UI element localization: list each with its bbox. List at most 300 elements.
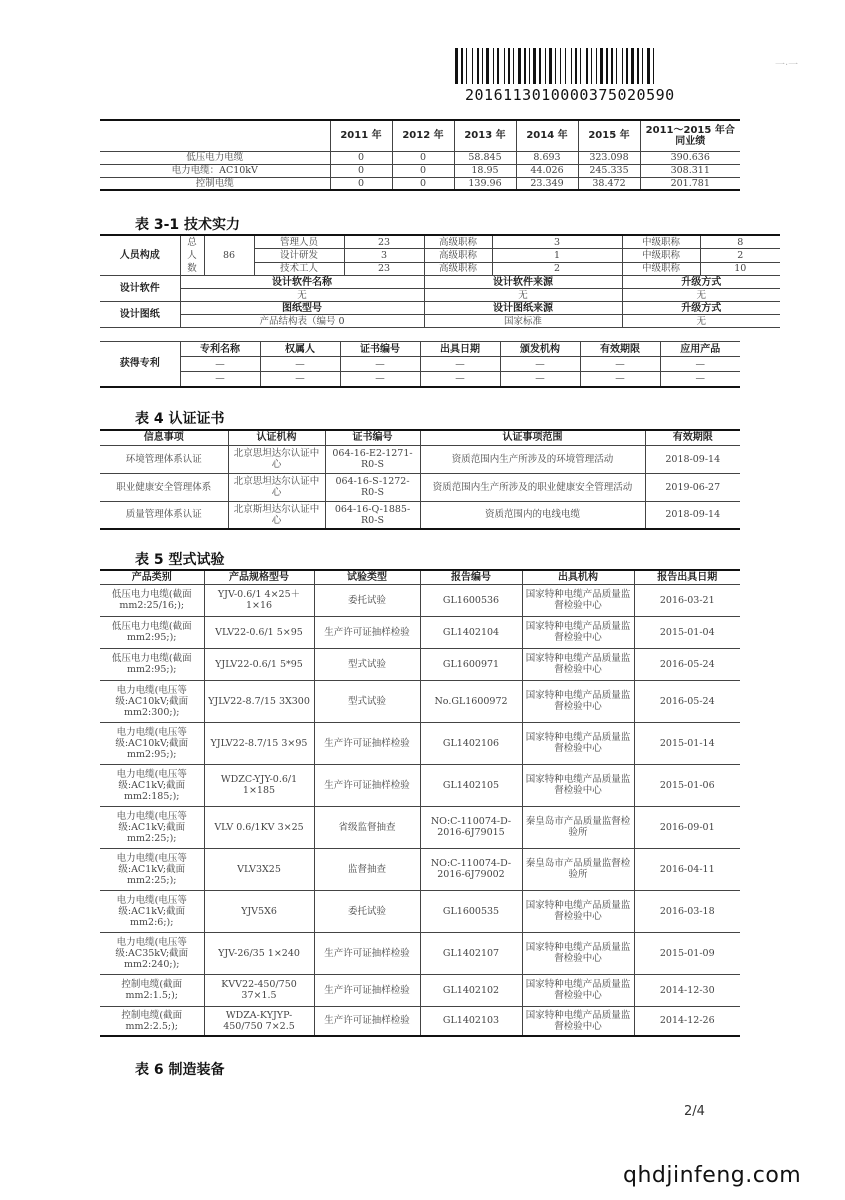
table-row [100,1006,740,1036]
table-row [100,357,740,372]
table-cell: 控制电缆 [100,177,330,190]
table-cell: — [420,357,500,372]
performance-header: 2011 年 [330,120,392,151]
table-row [100,584,740,616]
table-cell: — [260,357,340,372]
barcode-bar [497,48,499,84]
table-cell: 电力电缆(电压等级:AC1kV;截面mm2:25;); [100,806,204,848]
barcode-bar [553,48,554,84]
table-cell: GL1600536 [420,584,522,616]
software-label: 设计软件 [100,276,180,302]
table-cell: — [260,372,340,387]
table-cell: 38.472 [578,177,640,190]
table-cell: 中级职称 [622,249,700,263]
barcode-bar [640,48,641,84]
table-cell: 2015-01-14 [634,722,740,764]
table-cell: YJV-26/35 1×240 [204,932,314,974]
performance-table [100,119,740,191]
barcode-bar [511,48,512,84]
table-cell: GL1402103 [420,1006,522,1036]
table-cell: NO:C-110074-D-2016-6J79002 [420,848,522,890]
table-cell: 2016-03-21 [634,584,740,616]
type-test-body [100,584,740,1036]
table-row [100,445,740,473]
table-row [100,680,740,722]
table-cell: 064-16-Q-1885-R0-S [325,501,420,529]
table-cell: No.GL1600972 [420,680,522,722]
table-cell: 电力电缆(电压等级:AC1kV;截面mm2:6;); [100,890,204,932]
table-cell: 高级职称 [424,235,492,249]
table-cell: 电力电缆(电压等级:AC35kV;截面mm2:240;); [100,932,204,974]
barcode-bar [527,48,528,84]
barcode-number: 2016113010000375020590 [465,86,675,104]
barcode-bar [618,48,621,84]
barcode-bar [606,48,608,84]
barcode-bar [637,48,639,84]
table-cell: 北京斯坦达尔认证中心 [228,501,325,529]
barcode-bar [562,48,564,84]
table-cell: WDZC-YJY-0.6/1 1×185 [204,764,314,806]
table-cell: — [500,372,580,387]
barcode-bar [555,48,556,84]
table-cell: 生产许可证抽样检验 [314,932,420,974]
table-cell: 委托试验 [314,890,420,932]
table-cell: VLV3X25 [204,848,314,890]
table-cell: — [580,372,660,387]
table-row [100,932,740,974]
table-4-title: 表 4 认证证书 [135,411,225,427]
table-cell: 064-16-S-1272-R0-S [325,473,420,501]
patent-header: 出具日期 [420,342,500,357]
table-row [100,722,740,764]
table-cell: 无 [622,289,780,302]
table-cell: 委托试验 [314,584,420,616]
table-cell: 10 [700,262,780,276]
performance-header: 2013 年 [454,120,516,151]
table-cell: 23 [344,262,424,276]
table-cell: 生产许可证抽样检验 [314,764,420,806]
barcode-bar [631,48,634,84]
barcode-bar [651,48,652,84]
table-cell: 高级职称 [424,249,492,263]
test-header: 出具机构 [522,570,634,584]
table-cell: — [500,357,580,372]
test-header: 产品规格型号 [204,570,314,584]
table-cell: 型式试验 [314,648,420,680]
table-cell: 中级职称 [622,262,700,276]
table-cell: 低压电力电缆(截面mm2:25/16;); [100,584,204,616]
table-cell: YJV5X6 [204,890,314,932]
barcode-bar [571,48,572,84]
corner-note: 一·一 [775,60,799,71]
table-cell: 资质范围内的电线电缆 [420,501,645,529]
table-cell: — [660,357,740,372]
table-cell: 国家特种电缆产品质量监督检验中心 [522,680,634,722]
table-cell: 国家特种电缆产品质量监督检验中心 [522,932,634,974]
barcode-bar [504,48,505,84]
table-row [100,430,740,445]
table-cell: 3 [492,235,622,249]
barcode-bar [506,48,507,84]
table-cell: 无 [180,289,424,302]
cert-header: 认证机构 [228,430,325,445]
test-header: 产品类别 [100,570,204,584]
barcode-bar [655,48,657,84]
barcode-image [455,48,700,84]
barcode-bar [533,48,536,84]
total-label-char: 总 [187,237,197,248]
barcode-bar [598,48,599,84]
table-cell: GL1402107 [420,932,522,974]
technical-strength-table [100,234,780,328]
patent-header: 颁发机构 [500,342,580,357]
barcode-bar [622,48,623,84]
barcode-bar [524,48,526,84]
table-row [100,289,780,302]
table-cell: WDZA-KYJYP-450/750 7×2.5 [204,1006,314,1036]
barcode-bar [567,48,570,84]
cert-header: 有效期限 [645,430,740,445]
barcode-bar [464,48,465,84]
table-cell: 2015-01-06 [634,764,740,806]
barcode-bar [482,48,483,84]
test-header: 报告出具日期 [634,570,740,584]
table-cell: 58.845 [454,151,516,164]
table-row [100,342,740,357]
barcode-bar [557,48,559,84]
table-cell: 管理人员 [254,235,344,249]
drawing-header: 图纸型号 [180,302,424,315]
table-cell: 23 [344,235,424,249]
table-row [100,848,740,890]
barcode-bar [529,48,530,84]
barcode-bar [547,48,548,84]
table-cell: VLV 0.6/1KV 3×25 [204,806,314,848]
table-cell: — [180,372,260,387]
patent-header: 专利名称 [180,342,260,357]
barcode-bar [575,48,577,84]
performance-header: 2014 年 [516,120,578,151]
table-cell: GL1402106 [420,722,522,764]
table-cell: GL1600535 [420,890,522,932]
table-cell: 2 [492,262,622,276]
table-cell: 0 [392,164,454,177]
table-cell: 2014-12-30 [634,974,740,1006]
table-cell: 职业健康安全管理体系 [100,473,228,501]
table-cell: 型式试验 [314,680,420,722]
table-row [100,648,740,680]
barcode-bar [459,48,460,84]
total-staff-value: 86 [204,235,254,276]
table-cell: YJV-0.6/1 4×25＋1×16 [204,584,314,616]
performance-header-row [100,120,740,151]
table-cell: 设计研发 [254,249,344,263]
table-cell: 产品结构表（编号 0 [180,315,424,328]
table-cell: GL1600971 [420,648,522,680]
patent-header: 有效期限 [580,342,660,357]
table-cell: — [340,372,420,387]
page-number: 2/4 [684,1104,705,1119]
barcode-bar [461,48,463,84]
table-cell: YJLV22-8.7/15 3×95 [204,722,314,764]
barcode-bar [589,48,590,84]
table-cell: 2016-09-01 [634,806,740,848]
barcode-bar [580,48,581,84]
table-cell: 2016-04-11 [634,848,740,890]
barcode-bar [500,48,503,84]
table-cell: 国家特种电缆产品质量监督检验中心 [522,722,634,764]
table-cell: 2018-09-14 [645,445,740,473]
table-cell: GL1402102 [420,974,522,1006]
test-header: 报告编号 [420,570,522,584]
performance-header: 2015 年 [578,120,640,151]
table-row [100,616,740,648]
table-cell: 环境管理体系认证 [100,445,228,473]
total-label-char: 人 [187,250,197,261]
table-row [100,235,780,249]
total-label-char: 数 [187,263,197,274]
table-cell: 无 [424,289,622,302]
certification-table [100,429,740,530]
table-cell: 低压电力电缆(截面mm2:95;); [100,648,204,680]
table-cell: 8.693 [516,151,578,164]
table-cell: 国家特种电缆产品质量监督检验中心 [522,974,634,1006]
table-cell: 2019-06-27 [645,473,740,501]
table-cell: — [580,357,660,372]
drawing-header: 升级方式 [622,302,780,315]
table-cell: 国家特种电缆产品质量监督检验中心 [522,890,634,932]
table-cell: 2014-12-26 [634,1006,740,1036]
table-cell: 高级职称 [424,262,492,276]
table-cell: 44.026 [516,164,578,177]
table-cell: 245.335 [578,164,640,177]
table-6-title: 表 6 制造装备 [135,1062,225,1078]
table-cell: 064-16-E2-1271-R0-S [325,445,420,473]
barcode-bar [647,48,650,84]
table-cell: — [660,372,740,387]
table-cell: 秦皇岛市产品质量监督检验所 [522,806,634,848]
barcode-bar [609,48,610,84]
staff-label: 人员构成 [100,235,180,276]
table-cell: GL1402105 [420,764,522,806]
test-header: 试验类型 [314,570,420,584]
table-cell: 电力电缆(电压等级:AC10kV;截面mm2:300;); [100,680,204,722]
table-cell: 资质范围内生产所涉及的职业健康安全管理活动 [420,473,645,501]
table-row [100,473,740,501]
table-row [100,372,740,387]
table-row [100,890,740,932]
table-cell: 0 [330,151,392,164]
table-cell: NO:C-110074-D-2016-6J79015 [420,806,522,848]
table-cell: 2016-03-18 [634,890,740,932]
type-test-table [100,569,740,1037]
table-cell: 2015-01-09 [634,932,740,974]
table-cell: 国家特种电缆产品质量监督检验中心 [522,764,634,806]
table-cell: 生产许可证抽样检验 [314,616,420,648]
table-cell: 生产许可证抽样检验 [314,974,420,1006]
drawing-label: 设计图纸 [100,302,180,328]
table-cell: 323.098 [578,151,640,164]
table-cell: 23.349 [516,177,578,190]
barcode-bar [642,48,643,84]
table-cell: 电力电缆(电压等级:AC1kV;截面mm2:185;); [100,764,204,806]
performance-header [100,120,330,151]
barcode-bar [474,48,476,84]
table-3-1-title: 表 3-1 技术实力 [135,217,241,233]
barcode-bar [515,48,517,84]
table-cell: 8 [700,235,780,249]
barcode-bar [611,48,613,84]
barcode-bar [578,48,579,84]
barcode-bar [522,48,523,84]
table-cell: 国家特种电缆产品质量监督检验中心 [522,1006,634,1036]
table-cell: VLV22-0.6/1 5×95 [204,616,314,648]
table-cell: 电力电缆：AC10kV [100,164,330,177]
table-cell: 国家特种电缆产品质量监督检验中心 [522,648,634,680]
barcode-bar [614,48,615,84]
table-cell: 电力电缆(电压等级:AC1kV;截面mm2:25;); [100,848,204,890]
barcode-bar [468,48,471,84]
table-cell: — [180,357,260,372]
software-header: 升级方式 [622,276,780,289]
table-cell: 控制电缆(截面mm2:2.5;); [100,1006,204,1036]
table-cell: 0 [392,151,454,164]
table-cell: 2016-05-24 [634,648,740,680]
barcode-bar [477,48,479,84]
table-cell: YJLV22-0.6/1 5*95 [204,648,314,680]
barcode-bar [495,48,496,84]
table-cell: 1 [492,249,622,263]
table-cell: 低压电力电缆 [100,151,330,164]
table-cell: KVV22-450/750 37×1.5 [204,974,314,1006]
table-row [100,315,780,328]
table-cell: 生产许可证抽样检验 [314,1006,420,1036]
drawing-header: 设计图纸来源 [424,302,622,315]
patent-header: 权属人 [260,342,340,357]
table-cell: 技术工人 [254,262,344,276]
total-staff-label [180,235,204,276]
table-cell: 2018-09-14 [645,501,740,529]
cert-header: 认证事项范围 [420,430,645,445]
table-cell: 国家标准 [424,315,622,328]
barcode-bar [484,48,485,84]
table-cell: 201.781 [640,177,740,190]
table-cell: 电力电缆(电压等级:AC10kV;截面mm2:95;); [100,722,204,764]
performance-header: 2012 年 [392,120,454,151]
table-cell: 2 [700,249,780,263]
table-row [100,570,740,584]
table-cell: 中级职称 [622,235,700,249]
table-row [100,806,740,848]
table-cell: 308.311 [640,164,740,177]
performance-header: 2011～2015 年合同业绩 [640,120,740,151]
barcode-bar [600,48,603,84]
barcode-bar [629,48,630,84]
software-header: 设计软件名称 [180,276,424,289]
barcode-bar [586,48,588,84]
software-header: 设计软件来源 [424,276,622,289]
table-cell: 139.96 [454,177,516,190]
barcode-bar [644,48,646,84]
table-cell: 控制电缆(截面mm2:1.5;); [100,974,204,1006]
patent-label: 获得专利 [100,342,180,387]
table-cell: — [340,357,420,372]
barcode-bar [653,48,654,84]
barcode-bar [490,48,492,84]
table-cell: 省级监督抽查 [314,806,420,848]
barcode-bar [542,48,544,84]
table-5-title: 表 5 型式试验 [135,552,225,568]
table-row [100,974,740,1006]
barcode-bar [537,48,538,84]
table-cell: GL1402104 [420,616,522,648]
table-cell: 生产许可证抽样检验 [314,722,420,764]
barcode-bar [604,48,605,84]
table-cell: 2016-05-24 [634,680,740,722]
barcode-bar [486,48,489,84]
barcode-bar [455,48,458,84]
table-cell: 质量管理体系认证 [100,501,228,529]
table-row [100,276,780,289]
table-row [100,764,740,806]
table-cell: 0 [330,164,392,177]
table-cell: 390.636 [640,151,740,164]
barcode-bar [591,48,592,84]
barcode-bar [582,48,585,84]
barcode-bar [480,48,481,84]
barcode-bar [513,48,514,84]
table-cell: 北京思坦达尔认证中心 [228,445,325,473]
watermark-text: qhdjinfeng.com [623,1163,802,1188]
barcode-bar [466,48,467,84]
cert-header: 证书编号 [325,430,420,445]
patent-table [100,341,740,388]
barcode-bar [560,48,561,84]
table-cell: 秦皇岛市产品质量监督检验所 [522,848,634,890]
table-cell: 18.95 [454,164,516,177]
table-cell: 2015-01-04 [634,616,740,648]
barcode-bar [596,48,597,84]
table-cell: — [420,372,500,387]
barcode-bar [508,48,510,84]
barcode-bar [616,48,617,84]
barcode-bar [545,48,546,84]
barcode-bar [593,48,595,84]
table-cell: 监督抽查 [314,848,420,890]
patent-header: 证书编号 [340,342,420,357]
barcode-bar [573,48,574,84]
barcode-bar [531,48,532,84]
table-cell: 资质范围内生产所涉及的环境管理活动 [420,445,645,473]
barcode-bar [518,48,521,84]
table-row [100,177,740,190]
barcode-bar [493,48,494,84]
barcode-bar [549,48,552,84]
table-cell: 北京思坦达尔认证中心 [228,473,325,501]
barcode-bar [624,48,625,84]
table-row [100,164,740,177]
table-cell: 3 [344,249,424,263]
table-cell: 低压电力电缆(截面mm2:95;); [100,616,204,648]
table-cell: 国家特种电缆产品质量监督检验中心 [522,584,634,616]
table-cell: 0 [330,177,392,190]
barcode-bar [626,48,628,84]
table-row [100,151,740,164]
table-cell: 国家特种电缆产品质量监督检验中心 [522,616,634,648]
table-cell: 无 [622,315,780,328]
table-cell: 0 [392,177,454,190]
barcode-bar [635,48,636,84]
